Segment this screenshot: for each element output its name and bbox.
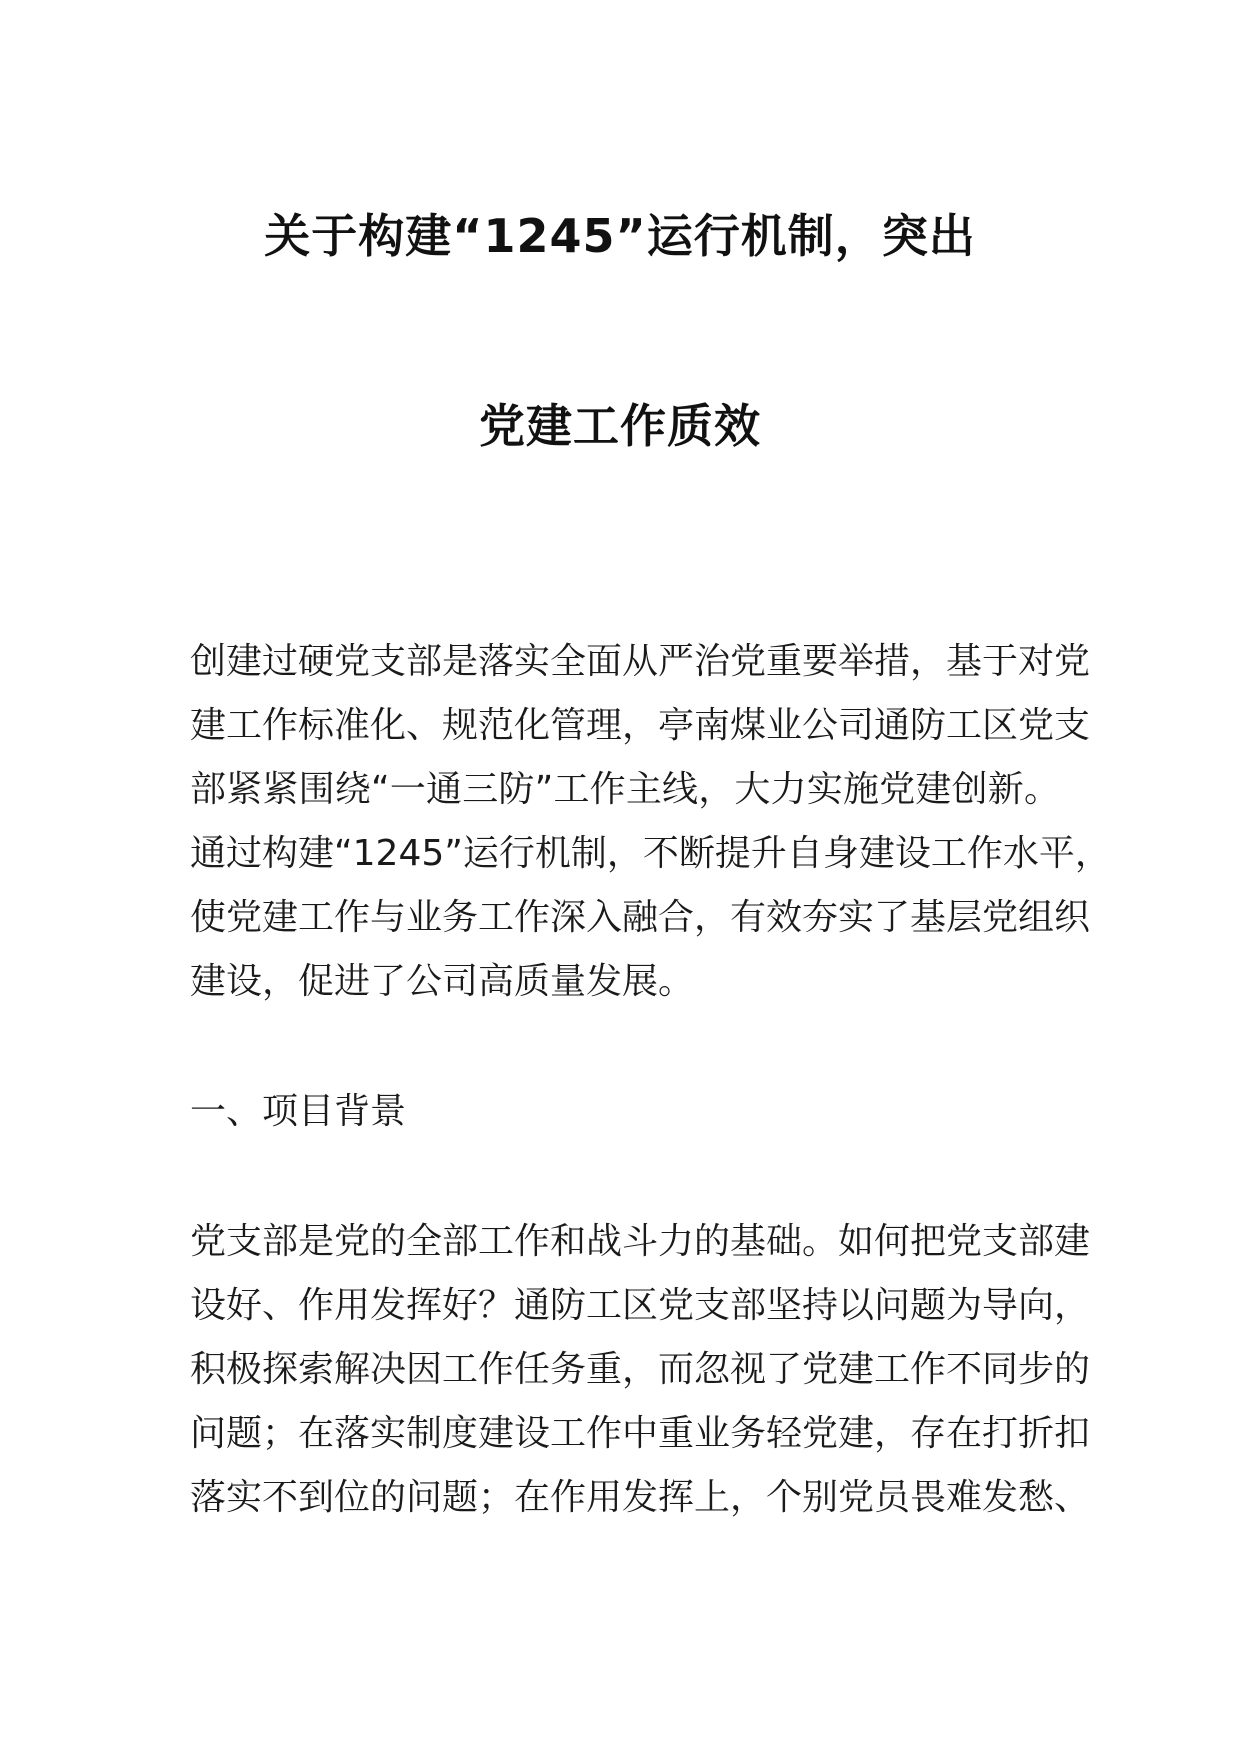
paragraph-line: 设好、作用发挥好？通防工区党支部坚持以问题为导向， bbox=[190, 1285, 1091, 1326]
paragraph-line: 使党建工作与业务工作深入融合，有效夯实了基层党组织 bbox=[190, 897, 1091, 938]
paragraph-line: 落实不到位的问题；在作用发挥上，个别党员畏难发愁、 bbox=[190, 1477, 1091, 1518]
paragraph-line: 建工作标准化、规范化管理，亭南煤业公司通防工区党支 bbox=[190, 705, 1091, 746]
paragraph-line: 建设，促进了公司高质量发展。 bbox=[190, 961, 695, 1002]
paragraph-line: 积极探索解决因工作任务重，而忽视了党建工作不同步的 bbox=[190, 1349, 1091, 1390]
document-title-line-2: 党建工作质效 bbox=[479, 399, 761, 453]
paragraph-line: 部紧紧围绕“一通三防”工作主线，大力实施党建创新。 bbox=[190, 769, 1060, 810]
document-title-line-1: 关于构建“1245”运行机制，突出 bbox=[264, 209, 976, 263]
paragraph-line: 问题；在落实制度建设工作中重业务轻党建，存在打折扣 bbox=[190, 1413, 1091, 1454]
section-heading: 一、项目背景 bbox=[190, 1091, 407, 1132]
paragraph-line: 党支部是党的全部工作和战斗力的基础。如何把党支部建 bbox=[190, 1221, 1091, 1262]
paragraph-line: 创建过硬党支部是落实全面从严治党重要举措，基于对党 bbox=[190, 641, 1091, 682]
paragraph-line: 通过构建“1245”运行机制，不断提升自身建设工作水平， bbox=[190, 833, 1111, 874]
